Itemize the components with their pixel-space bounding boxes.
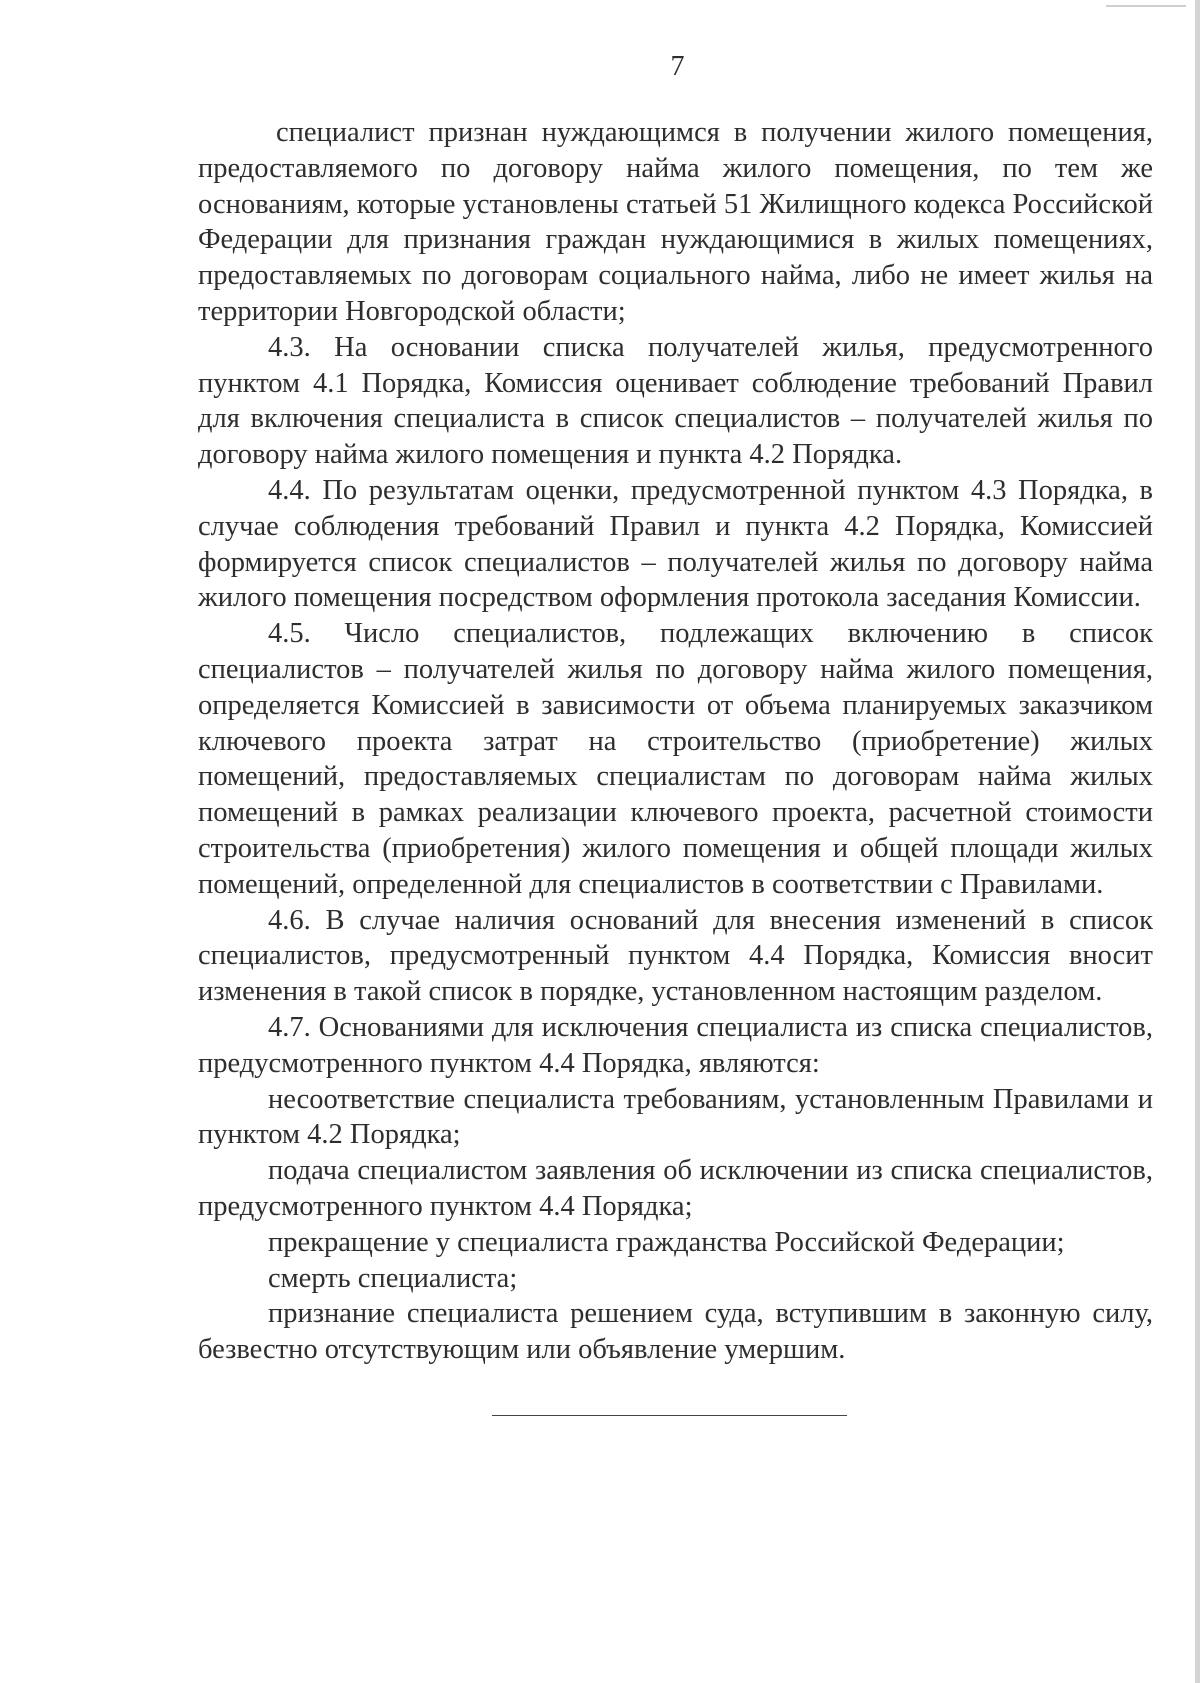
- list-item-application: подача специалистом заявления об исключении из списка специалистов, предусмотренного пунктом 4.4 Порядка;: [198, 1155, 1153, 1222]
- paragraph-continuation: специалист признан нуждающимся в получении жилого помещения, предоставляемого по договору найма жилого помещения, по тем же основаниям, которые установлены статьей 51 Жилищного кодекса Российской Федерации для признания граждан нуждающимися в жилых помещениях, предоставляемых по договорам социального найма, либо не имеет жилья на территории Новгородской области;: [198, 117, 1153, 327]
- paragraph-4-4: 4.4. По результатам оценки, предусмотренной пунктом 4.3 Порядка, в случае соблюдения требований Правил и пункта 4.2 Порядка, Комиссией формируется список специалистов – получателей жилья по договору найма жилого помещения посредством оформления протокола заседания Комиссии.: [198, 474, 1153, 614]
- list-item-citizenship: прекращение у специалиста гражданства Российской Федерации;: [268, 1226, 1065, 1258]
- paragraph-4-3: 4.3. На основании списка получателей жилья, предусмотренного пунктом 4.1 Порядка, Комиссия оценивает соблюдение требований Правил для включения специалиста в список специалистов – получателей жилья по договору найма жилого помещения и пункта 4.2 Порядка.: [198, 331, 1153, 471]
- list-item-death: смерть специалиста;: [268, 1262, 518, 1294]
- scan-edge-shadow: [1195, 0, 1200, 1683]
- paragraph-4-5: 4.5. Число специалистов, подлежащих включению в список специалистов – получателей жилья по договору найма жилого помещения, определяется Комиссией в зависимости от объема планируемых заказчиком ключевого проекта затрат на строительство (приобретение) жилых помещений, предоставляемых специалистам по договорам найма жилых помещений в рамках реализации ключевого проекта, расчетной стоимости строительства (приобретения) жилого помещения и общей площади жилых помещений, определенной для специалистов в соответствии с Правилами.: [198, 618, 1153, 900]
- list-item-nonconformity: несоответствие специалиста требованиям, установленным Правилами и пунктом 4.2 Порядка;: [198, 1083, 1153, 1151]
- end-divider-line: [492, 1415, 847, 1416]
- list-item-court-decision: признание специалиста решением суда, вступившим в законную силу, безвестно отсутствующим или объявление умершим.: [198, 1298, 1153, 1366]
- scan-top-mark: [1106, 5, 1186, 7]
- paragraph-4-7: 4.7. Основаниями для исключения специалиста из списка специалистов, предусмотренного пунктом 4.4 Порядка, являются:: [198, 1011, 1153, 1079]
- paragraph-4-6: 4.6. В случае наличия оснований для внесения изменений в список специалистов, предусмотренный пунктом 4.4 Порядка, Комиссия вносит изменения в такой список в порядке, установленном настоящим разделом.: [198, 904, 1153, 1008]
- document-body: [198, 115, 1153, 1368]
- page-number: 7: [670, 51, 685, 82]
